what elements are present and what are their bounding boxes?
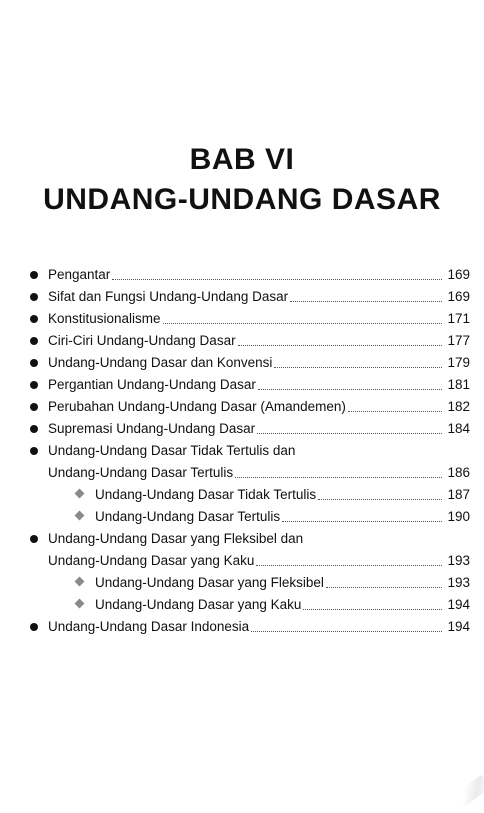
diamond-bullet-icon (75, 599, 85, 609)
toc-entry (48, 550, 470, 572)
bullet-icon (30, 447, 38, 455)
bullet-icon (30, 359, 38, 367)
toc-page-number: 193 (447, 553, 470, 568)
toc-page-number: 187 (447, 487, 470, 502)
dot-leader (318, 498, 442, 500)
dot-leader (326, 586, 442, 588)
toc-page-number: 186 (447, 465, 470, 480)
toc-entry (48, 352, 470, 374)
toc-subentry (95, 594, 470, 616)
toc-page-number: 194 (447, 619, 470, 634)
dot-leader (348, 410, 442, 412)
dot-leader (282, 520, 442, 522)
bullet-icon (30, 271, 38, 279)
toc-entry-title: Konstitusionalisme (48, 311, 161, 326)
toc-entry (48, 374, 470, 396)
toc-entry (48, 264, 470, 286)
toc-entry (48, 528, 470, 550)
toc-entry-title: Undang-Undang Dasar Tidak Tertulis (95, 487, 317, 502)
bullet-icon (30, 535, 38, 543)
toc-entry (48, 462, 470, 484)
toc-entry (48, 330, 470, 352)
toc-page-number: 193 (447, 575, 470, 590)
page-corner-curl (445, 775, 484, 813)
toc-page-number: 190 (447, 509, 470, 524)
bullet-icon (30, 425, 38, 433)
chapter-title: UNDANG-UNDANG DASAR (43, 183, 441, 216)
toc-entry-title: Undang-Undang Dasar dan Konvensi (48, 355, 273, 370)
dot-leader (235, 476, 442, 478)
toc-entry-title: Undang-Undang Dasar yang Kaku (48, 553, 255, 568)
dot-leader (290, 300, 442, 302)
toc-entry-title: Undang-Undang Dasar yang Fleksibel (95, 575, 324, 590)
toc-entry-title: Undang-Undang Dasar yang Kaku (95, 597, 302, 612)
toc-subentry (95, 572, 470, 594)
bullet-icon (30, 315, 38, 323)
diamond-bullet-icon (75, 577, 85, 587)
bullet-icon (30, 381, 38, 389)
toc-entry-title: Ciri-Ciri Undang-Undang Dasar (48, 333, 236, 348)
toc-page-number: 169 (447, 267, 470, 282)
toc-entry-title: Undang-Undang Dasar Tidak Tertulis dan (48, 443, 296, 458)
toc-entry-title: Undang-Undang Dasar yang Fleksibel dan (48, 531, 304, 546)
toc-page-number: 182 (447, 399, 470, 414)
toc-page-number: 177 (447, 333, 470, 348)
toc-page-number: 179 (447, 355, 470, 370)
toc-entry-title: Perubahan Undang-Undang Dasar (Amandemen) (48, 399, 346, 414)
toc-entry-title: Undang-Undang Dasar Indonesia (48, 619, 250, 634)
toc-entry-title: Pengantar (48, 267, 111, 282)
dot-leader (258, 388, 442, 390)
toc-page-number: 169 (447, 289, 470, 304)
dot-leader (257, 432, 442, 434)
dot-leader (251, 630, 442, 632)
bullet-icon (30, 337, 38, 345)
dot-leader (163, 322, 442, 324)
toc-page-number: 181 (447, 377, 470, 392)
toc-entry-title: Undang-Undang Dasar Tertulis (95, 509, 281, 524)
toc-page-number: 194 (447, 597, 470, 612)
diamond-bullet-icon (75, 489, 85, 499)
dot-leader (256, 564, 442, 566)
chapter-title-block (0, 140, 484, 220)
dot-leader (274, 366, 442, 368)
toc-entry (48, 286, 470, 308)
toc-entry-title: Pergantian Undang-Undang Dasar (48, 377, 256, 392)
toc-entry (48, 440, 470, 462)
toc-entry (48, 418, 470, 440)
toc-entry-title: Supremasi Undang-Undang Dasar (48, 421, 256, 436)
toc-subentry (95, 506, 470, 528)
bullet-icon (30, 623, 38, 631)
dot-leader (303, 608, 442, 610)
dot-leader (238, 344, 442, 346)
toc-entry-title: Sifat dan Fungsi Undang-Undang Dasar (48, 289, 289, 304)
toc-subentry (95, 484, 470, 506)
toc-entry (48, 616, 470, 638)
toc-entry (48, 396, 470, 418)
chapter-number: BAB VI (189, 143, 295, 176)
bullet-icon (30, 403, 38, 411)
toc-entry-title: Undang-Undang Dasar Tertulis (48, 465, 234, 480)
toc-page-number: 171 (447, 311, 470, 326)
dot-leader (112, 278, 442, 280)
toc-entry (48, 308, 470, 330)
diamond-bullet-icon (75, 511, 85, 521)
toc-page-number: 184 (447, 421, 470, 436)
bullet-icon (30, 293, 38, 301)
